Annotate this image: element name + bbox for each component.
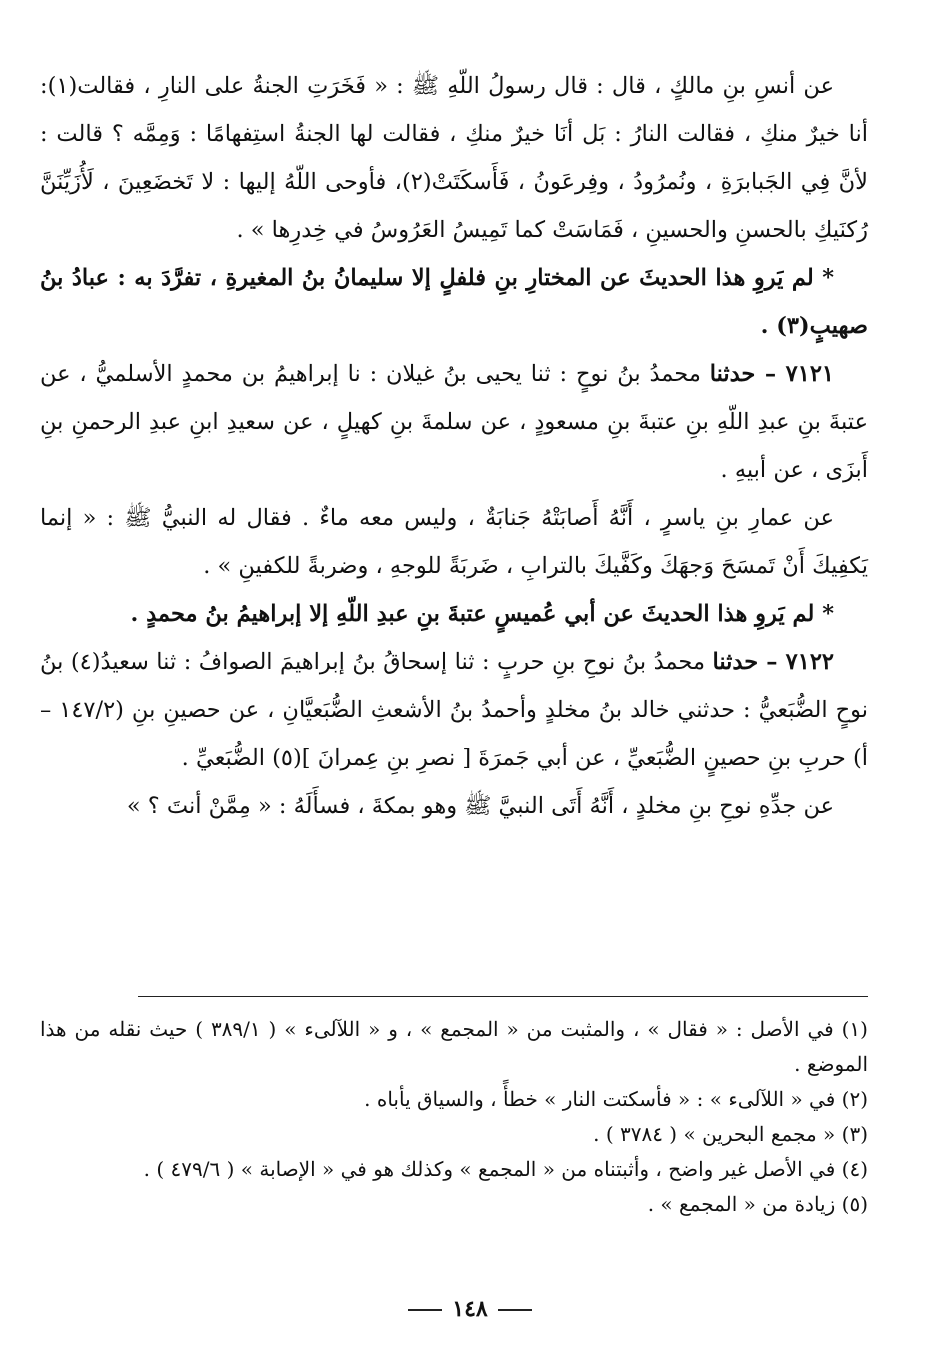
footnote-3: (٣) « مجمع البحرين » ( ٣٧٨٤ ) . bbox=[593, 1122, 868, 1146]
paragraph-hadith-text-2: عن عمارِ بنِ ياسرٍ ، أَنَّهُ أَصابَتْهُ جَنابَةٌ ، وليس معه ماءٌ . فقال له النبيُّ ﷺ : « إنما يَكفِيكَ أَنْ تَمسَحَ وَجهَكَ وكَفَّيكَ بالترابِ ، ضَربَةً للوجهِ ، وضربةً للكفينِ » . bbox=[40, 505, 868, 579]
folio-dash-left bbox=[498, 1309, 532, 1311]
paragraph-hadith-text-1: عن أنسِ بنِ مالكٍ ، قال : قال رسولُ اللّهِ ﷺ : « فَخَرَتِ الجنةُ على النارِ ، فقالت(١): أنا خيرٌ منكِ ، فقالت النارُ : بَل أنَا خيرٌ منكِ ، فقالت لها الجنةُ استِفهامًا : وَمِمَّه ؟ قالت : لأنَّ فِي الجَبابرَةِ ، ونُمرُودُ ، وفِرعَونُ ، فَأَسكَتَتْ(٢)، فأوحى اللّهُ إليها : لا تَخضَعِينَ ، لَأُزَيِّنَنَّ رُكنَيكِ بالحسنِ والحسينِ ، فَمَاسَتْ كما تَمِيسُ العَرُوسُ في خِدرِها » . bbox=[40, 73, 868, 243]
main-text bbox=[40, 62, 868, 830]
isnad-text-7122: محمدُ بنُ نوحِ بنِ حربٍ : ثنا إسحاقُ بنُ إبراهيمَ الصوافُ : ثنا سعيدُ(٤) بنُ نوحٍ الضُّبَعيُّ : حدثني خالد بنُ مخلدٍ وأحمدُ بنُ الأشعثِ الضُّبَعيَّانِ ، عن حصينِ بنِ (١٤٧/٢ – أ) حربِ بنِ حصينٍ الضُّبَعيِّ ، عن أبي جَمرَةَ [ نصرِ بنِ عِمرانَ ](٥) الضُّبَعيِّ . bbox=[40, 649, 869, 771]
paragraph-hadith-text-3: عن جدِّهِ نوحِ بنِ مخلدٍ ، أَنَّهُ أَتَى النبيَّ ﷺ وهو بمكةَ ، فسأَلَهُ : « مِمَّنْ أنتَ ؟ » bbox=[126, 793, 834, 819]
page-number bbox=[0, 1296, 940, 1322]
footnote-5: (٥) زيادة من « المجمع » . bbox=[647, 1192, 868, 1216]
paragraph-isnad-7122 bbox=[40, 638, 868, 782]
footnote-2: (٢) في « اللآلىء » : « فأسكتت النار » خطأً ، والسياق يأباه . bbox=[364, 1087, 868, 1111]
isnad-text-7121: محمدُ بنُ نوحٍ : ثنا يحيى بنُ غيلان : نا إبراهيمُ بن محمدٍ الأسلميُّ ، عن عتبةَ بنِ عبدِ اللّهِ بنِ عتبةَ بنِ مسعودٍ ، عن سلمةَ بنِ كهيلٍ ، عن سعيدِ ابنِ عبدِ الرحمنِ بنِ أَبزَى ، عن أبيهِ . bbox=[40, 361, 868, 483]
footnote-1: (١) في الأصل : « فقال » ، والمثبت من « المجمع » ، و « اللآلىء » ( ٣٨٩/١ ) حيث نقله من هذا الموضع . bbox=[40, 1017, 868, 1076]
folio-dash-right bbox=[408, 1309, 442, 1311]
footnote-list bbox=[40, 1012, 868, 1222]
hadith-number-7121: ٧١٢١ – حدثنا bbox=[709, 361, 834, 387]
paragraph-comment-2: * لم يَروِ هذا الحديثَ عن أبي عُميسٍ عتبةَ بنِ عبدِ اللّهِ إلا إبراهيمُ بنُ محمدٍ . bbox=[130, 601, 834, 627]
page-number-text: ١٤٨ bbox=[452, 1296, 488, 1322]
footnote-divider bbox=[138, 996, 868, 997]
paragraph-isnad-7121 bbox=[40, 350, 868, 494]
hadith-number-7122: ٧١٢٢ – حدثنا bbox=[712, 649, 835, 675]
footnote-4: (٤) في الأصل غير واضح ، وأثبتناه من « المجمع » وكذلك هو في « الإصابة » ( ٤٧٩/٦ ) . bbox=[143, 1157, 868, 1181]
paragraph-comment-1: * لم يَروِ هذا الحديثَ عن المختارِ بنِ فلفلٍ إلا سليمانُ بنُ المغيرةِ ، تفرَّدَ به : عبادُ بنُ صهيبٍ(٣) . bbox=[40, 265, 868, 339]
